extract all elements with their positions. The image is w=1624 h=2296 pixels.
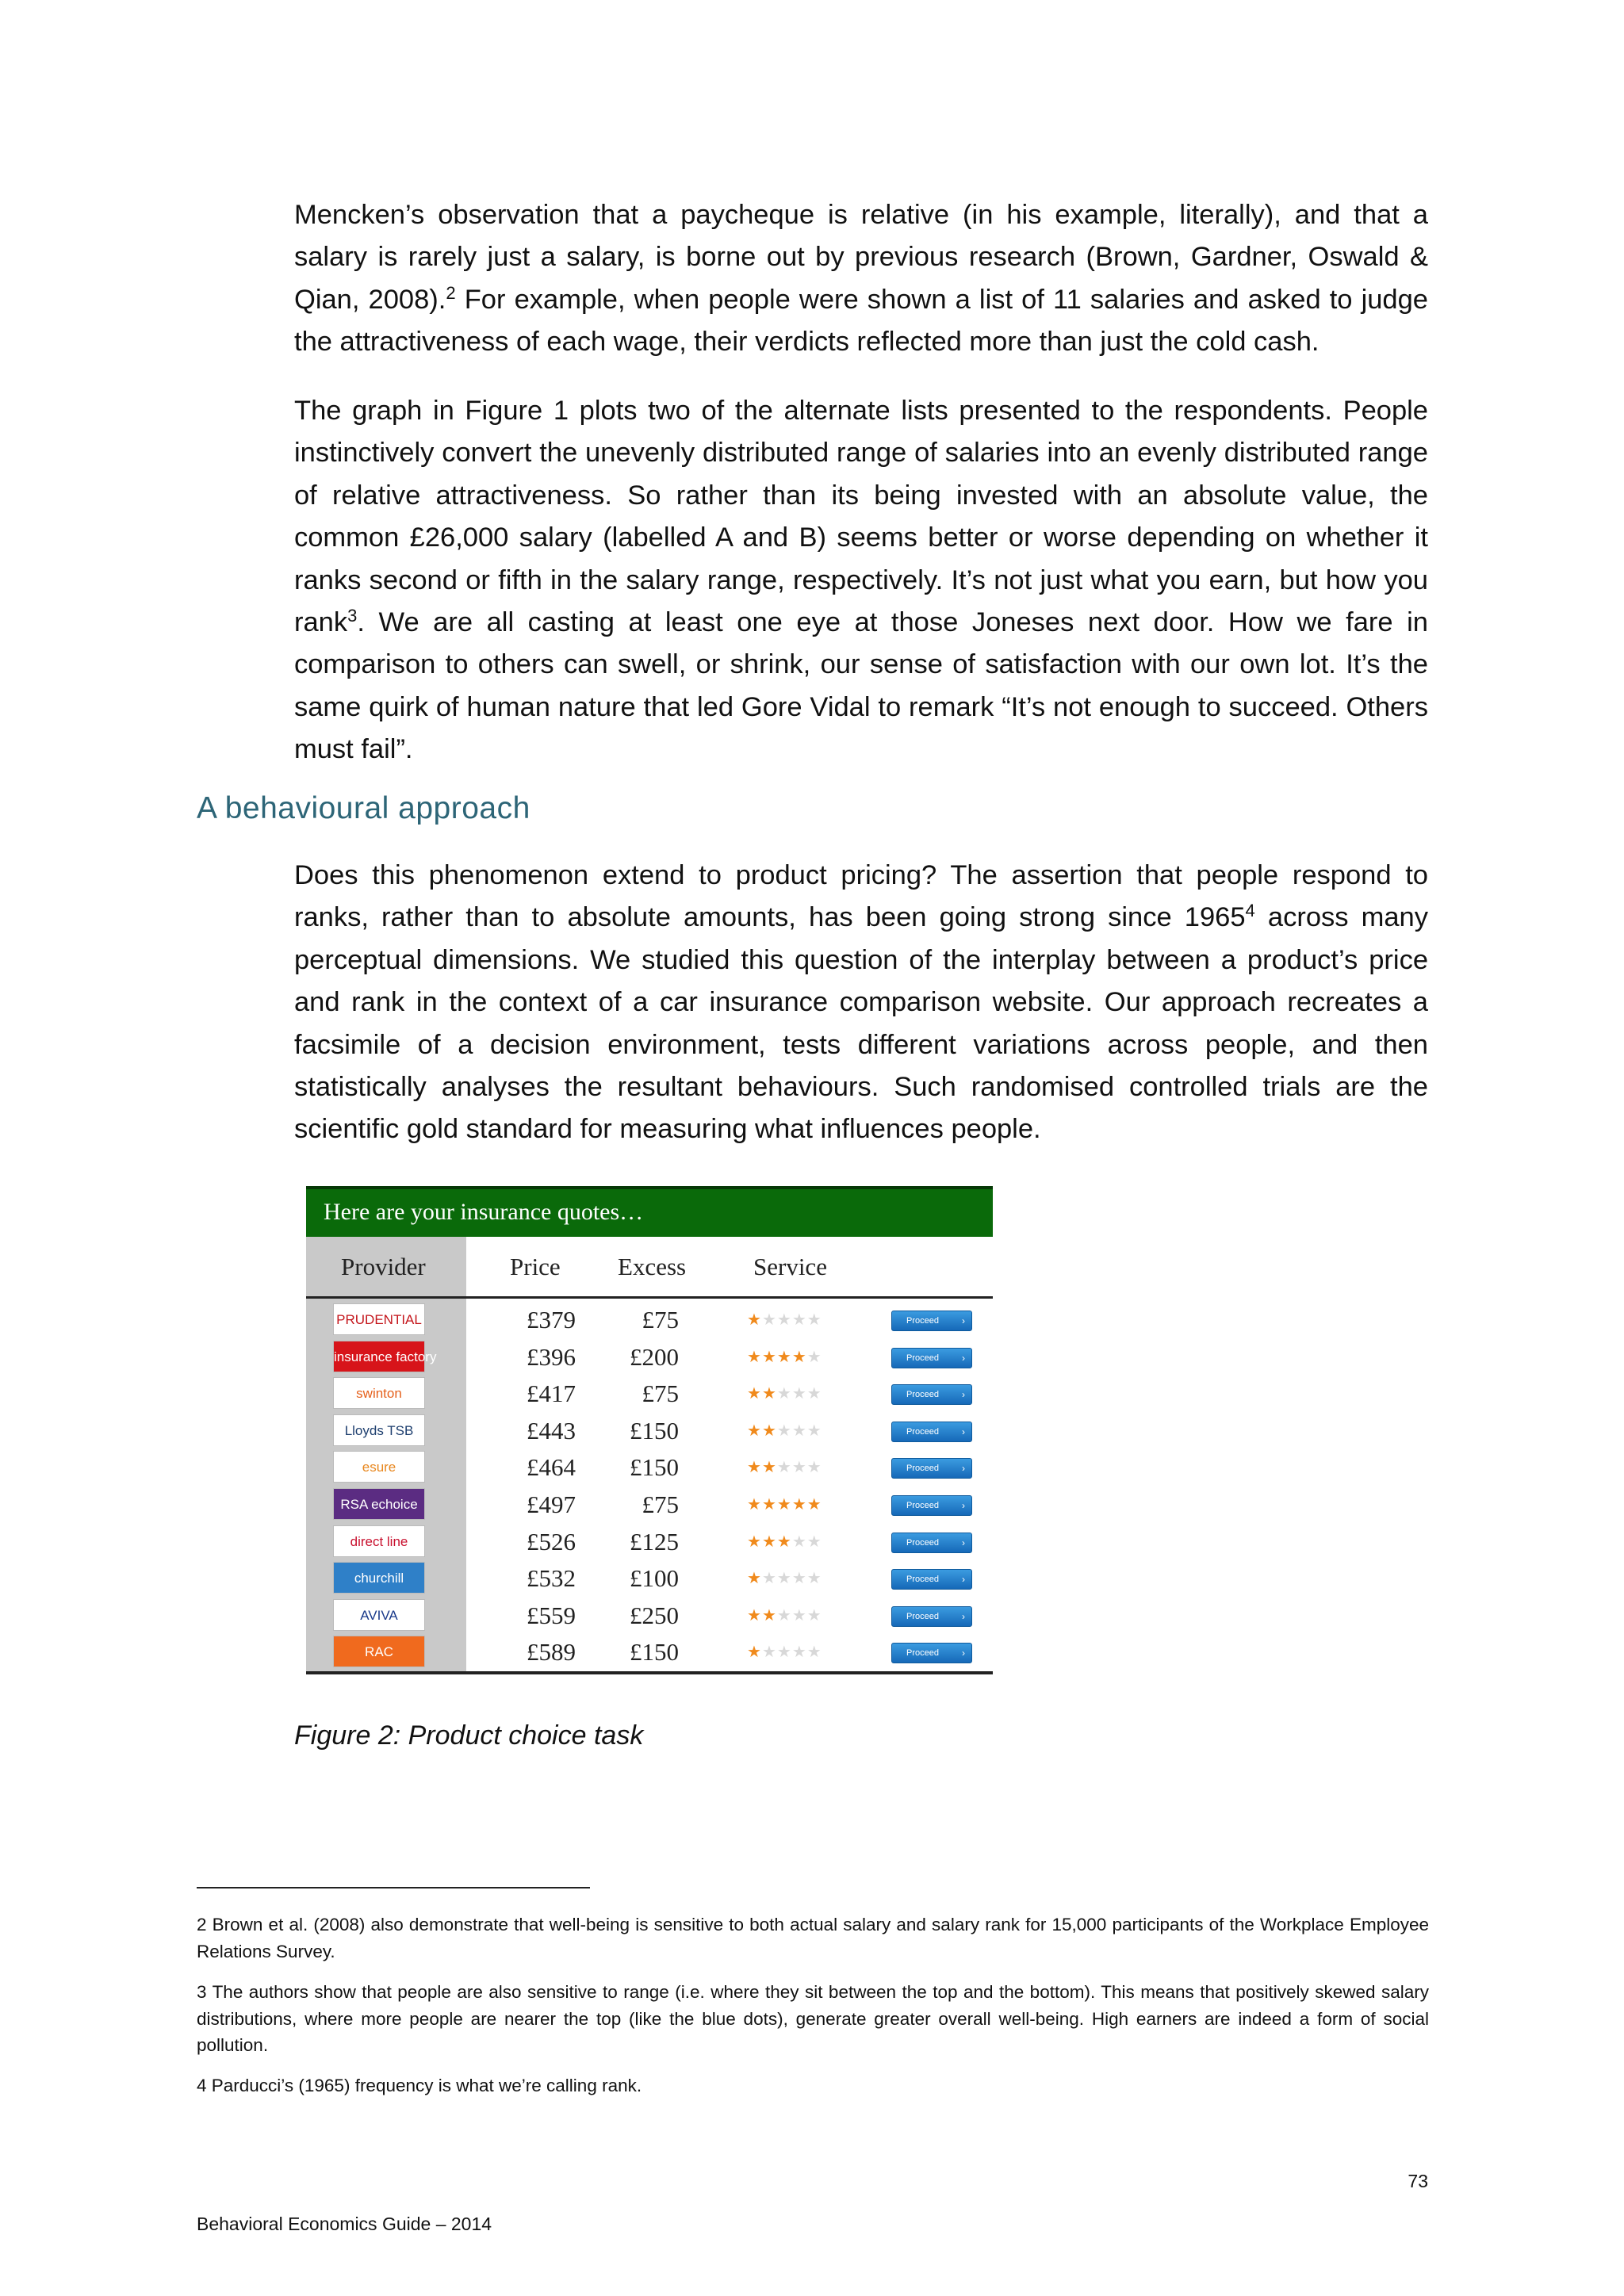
paragraph-2 [294, 390, 1428, 771]
quote-row [306, 1449, 993, 1486]
quote-price: £589 [527, 1638, 576, 1667]
star-icon: ★ [806, 1496, 822, 1513]
star-icon: ★ [776, 1311, 792, 1329]
footnote-4: 4 Parducci’s (1965) frequency is what we’re calling rank. [197, 2076, 642, 2095]
table-bottom-rule [306, 1671, 993, 1674]
paragraph-1-text-a: Mencken’s observation that a paycheque is relative (in his example, literally), and that a salary is rarely just a salary, is borne out by previous research (Brown, Gardner, Oswald & Qian, 2008). [294, 200, 1428, 315]
quote-price: £559 [527, 1601, 576, 1629]
proceed-button[interactable] [891, 1458, 972, 1479]
star-icon: ★ [747, 1422, 762, 1440]
provider-logo: churchill [333, 1562, 425, 1594]
star-icon: ★ [776, 1533, 792, 1551]
footnote-3: 3 The authors show that people are also sensitive to range (i.e. where they sit between the top and the bottom). This means that positively skewed salary distributions, where more people are nearer the top (like the blue dots), generate greater overall well-being. High earners are indeed a form of social pollution. [197, 1982, 1429, 2056]
quote-price: £497 [527, 1490, 576, 1518]
provider-logo: Lloyds TSB [333, 1414, 425, 1446]
proceed-button[interactable] [891, 1384, 972, 1405]
star-icon: ★ [776, 1422, 792, 1440]
star-icon: ★ [791, 1385, 807, 1403]
provider-logo: esure [333, 1451, 425, 1483]
footnote-2: 2 Brown et al. (2008) also demonstrate that well-being is sensitive to both actual salary and salary rank for 15,000 participants of the Workplace Employee Relations Survey. [197, 1915, 1429, 1961]
proceed-button[interactable] [891, 1643, 972, 1663]
quote-row [306, 1339, 993, 1376]
star-icon: ★ [806, 1570, 822, 1588]
proceed-button-label: Proceed [906, 1611, 939, 1621]
service-rating [747, 1413, 822, 1449]
service-rating [747, 1339, 822, 1376]
service-rating [747, 1560, 822, 1597]
provider-logo: insurance factory [333, 1341, 425, 1372]
star-icon: ★ [806, 1348, 822, 1366]
proceed-button[interactable] [891, 1495, 972, 1516]
quote-excess: £150 [630, 1416, 679, 1445]
proceed-button[interactable] [891, 1422, 972, 1442]
chevron-right-icon: › [962, 1610, 965, 1622]
proceed-button-label: Proceed [906, 1501, 939, 1510]
star-icon: ★ [776, 1385, 792, 1403]
star-icon: ★ [747, 1311, 762, 1329]
chevron-right-icon: › [962, 1536, 965, 1548]
chevron-right-icon: › [962, 1425, 965, 1437]
proceed-button-label: Proceed [906, 1575, 939, 1585]
quote-excess: £100 [630, 1564, 679, 1593]
section-heading: A behavioural approach [197, 791, 530, 825]
star-icon: ★ [761, 1459, 777, 1477]
star-icon: ★ [806, 1311, 822, 1329]
star-icon: ★ [791, 1570, 807, 1588]
quote-excess: £200 [630, 1342, 679, 1371]
quote-excess: £125 [630, 1527, 679, 1556]
star-icon: ★ [776, 1644, 792, 1662]
star-icon: ★ [747, 1644, 762, 1662]
star-icon: ★ [776, 1606, 792, 1624]
star-icon: ★ [747, 1533, 762, 1551]
star-icon: ★ [747, 1496, 762, 1513]
star-icon: ★ [761, 1496, 777, 1513]
proceed-button[interactable] [891, 1311, 972, 1331]
service-rating [747, 1449, 822, 1486]
service-rating [747, 1487, 822, 1523]
quote-excess: £75 [642, 1380, 679, 1408]
star-icon: ★ [761, 1348, 777, 1366]
proceed-button-label: Proceed [906, 1537, 939, 1548]
quote-row [306, 1376, 993, 1412]
header-divider [306, 1296, 993, 1299]
provider-logo: AVIVA [333, 1599, 425, 1631]
star-icon: ★ [761, 1644, 777, 1662]
provider-logo: RSA echoice [333, 1488, 425, 1520]
quote-excess: £75 [642, 1490, 679, 1518]
star-icon: ★ [806, 1533, 822, 1551]
paragraph-1-text-b: For example, when people were shown a list of 11 salaries and asked to judge the attractiveness of each wage, their verdicts reflected more than just the cold cash. [294, 284, 1428, 358]
star-icon: ★ [747, 1459, 762, 1477]
footnote-ref-3[interactable]: 3 [347, 606, 358, 626]
star-icon: ★ [791, 1311, 807, 1329]
paragraph-3-text-b: across many perceptual dimensions. We studied this question of the interplay between a product’s price and rank in the context of a car insurance comparison website. Our approach recreates a facsimile of a decision environment, tests different variations across people, and then statistically analyses the resultant behaviours. Such randomised controlled trials are the scientific gold standard for measuring what influences people. [294, 902, 1428, 1145]
star-icon: ★ [747, 1348, 762, 1366]
star-icon: ★ [791, 1533, 807, 1551]
proceed-button-label: Proceed [906, 1464, 939, 1474]
quote-price: £417 [527, 1380, 576, 1408]
provider-logo: direct line [333, 1525, 425, 1557]
quote-row [306, 1487, 993, 1523]
quote-price: £396 [527, 1342, 576, 1371]
quote-row [306, 1560, 993, 1597]
proceed-button[interactable] [891, 1533, 972, 1553]
star-icon: ★ [806, 1422, 822, 1440]
chevron-right-icon: › [962, 1389, 965, 1401]
proceed-button-label: Proceed [906, 1316, 939, 1326]
quote-excess: £150 [630, 1453, 679, 1482]
star-icon: ★ [747, 1570, 762, 1588]
star-icon: ★ [806, 1385, 822, 1403]
star-icon: ★ [791, 1422, 807, 1440]
star-icon: ★ [791, 1606, 807, 1624]
service-rating [747, 1376, 822, 1412]
paragraph-2-text-a: The graph in Figure 1 plots two of the alternate lists presented to the respondents. People instinctively convert the unevenly distributed range of salaries into an evenly distributed range of relative attractiveness. So rather than its being invested with an absolute value, the common £26,000 salary (labelled A and B) seems better or worse depending on whether it ranks second or fifth in the salary range, respectively. It’s not just what you earn, but how you rank [294, 396, 1428, 638]
quote-excess: £250 [630, 1601, 679, 1629]
paragraph-1 [294, 194, 1428, 364]
proceed-button[interactable] [891, 1606, 972, 1627]
proceed-button-label: Proceed [906, 1426, 939, 1437]
quote-row [306, 1598, 993, 1634]
quote-row [306, 1524, 993, 1560]
star-icon: ★ [761, 1606, 777, 1624]
star-icon: ★ [776, 1570, 792, 1588]
provider-logo: RAC [333, 1636, 425, 1667]
star-icon: ★ [791, 1348, 807, 1366]
service-rating [747, 1302, 822, 1338]
proceed-button[interactable] [891, 1569, 972, 1590]
chevron-right-icon: › [962, 1647, 965, 1659]
star-icon: ★ [761, 1385, 777, 1403]
proceed-button-label: Proceed [906, 1648, 939, 1659]
paragraph-2-text-b: . We are all casting at least one eye at those Joneses next door. How we fare in comparison to others can swell, or shrink, our sense of satisfaction with our own lot. It’s the same quirk of human nature that led Gore Vidal to remark “It’s not enough to succeed. Others must fail”. [294, 607, 1428, 765]
figure-caption: Figure 2: Product choice task [294, 1720, 644, 1751]
paragraph-3-text-a: Does this phenomenon extend to product pricing? The assertion that people respond to ranks, rather than to absolute amounts, has been going strong since 1965 [294, 860, 1428, 933]
star-icon: ★ [791, 1644, 807, 1662]
footer-title: Behavioral Economics Guide – 2014 [197, 2214, 492, 2234]
star-icon: ★ [747, 1385, 762, 1403]
chevron-right-icon: › [962, 1463, 965, 1475]
star-icon: ★ [776, 1459, 792, 1477]
star-icon: ★ [776, 1348, 792, 1366]
chevron-right-icon: › [962, 1315, 965, 1326]
page-number: 73 [1408, 2171, 1428, 2191]
footnote-ref-2[interactable]: 2 [446, 282, 456, 303]
proceed-button-label: Proceed [906, 1353, 939, 1363]
star-icon: ★ [776, 1496, 792, 1513]
star-icon: ★ [747, 1606, 762, 1624]
column-header-provider: Provider [341, 1253, 426, 1280]
quote-price: £379 [527, 1306, 576, 1334]
column-header-price: Price [510, 1253, 561, 1280]
footnote-ref-4[interactable]: 4 [1245, 901, 1255, 921]
quote-excess: £150 [630, 1638, 679, 1667]
quote-row [306, 1634, 993, 1670]
service-rating [747, 1634, 822, 1670]
chevron-right-icon: › [962, 1574, 965, 1586]
star-icon: ★ [806, 1644, 822, 1662]
quote-price: £526 [527, 1527, 576, 1556]
column-header-excess: Excess [618, 1253, 687, 1280]
proceed-button[interactable] [891, 1348, 972, 1368]
proceed-button-label: Proceed [906, 1390, 939, 1400]
quote-price: £464 [527, 1453, 576, 1482]
service-rating [747, 1598, 822, 1634]
star-icon: ★ [806, 1459, 822, 1477]
star-icon: ★ [761, 1533, 777, 1551]
chevron-right-icon: › [962, 1500, 965, 1511]
quotes-header: Here are your insurance quotes… [306, 1186, 993, 1237]
column-header-service: Service [753, 1253, 827, 1280]
quote-price: £443 [527, 1416, 576, 1445]
star-icon: ★ [791, 1496, 807, 1513]
chevron-right-icon: › [962, 1352, 965, 1364]
star-icon: ★ [761, 1570, 777, 1588]
service-rating [747, 1524, 822, 1560]
insurance-quotes-figure [306, 1186, 993, 1674]
quote-row [306, 1302, 993, 1338]
quote-excess: £75 [642, 1306, 679, 1334]
provider-logo: swinton [333, 1377, 425, 1409]
star-icon: ★ [761, 1311, 777, 1329]
quote-price: £532 [527, 1564, 576, 1593]
footnote-divider [197, 1887, 590, 1888]
star-icon: ★ [761, 1422, 777, 1440]
star-icon: ★ [791, 1459, 807, 1477]
provider-logo: PRUDENTIAL [333, 1303, 425, 1335]
star-icon: ★ [806, 1606, 822, 1624]
paragraph-3 [294, 855, 1428, 1151]
quote-row [306, 1413, 993, 1449]
